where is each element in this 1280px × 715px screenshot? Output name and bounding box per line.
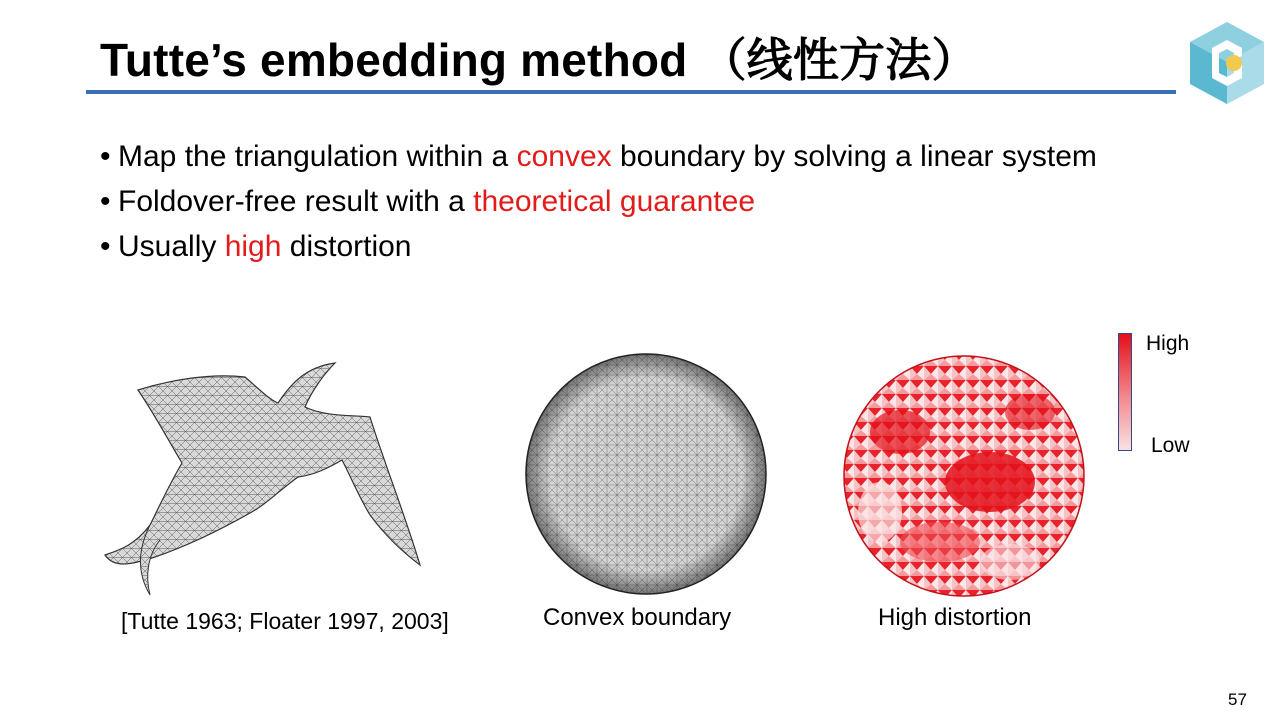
high-distortion-disk-figure <box>840 352 1088 600</box>
convex-boundary-disk-figure <box>522 350 770 598</box>
colorbar-low-label: Low <box>1151 434 1190 457</box>
bullet-text: Usually <box>118 230 225 263</box>
colorbar-high-label: High <box>1146 332 1190 355</box>
bullet-text: distortion <box>281 230 412 263</box>
slide-title: Tutte’s embedding method （线性方法） <box>100 34 978 86</box>
bullet-highlight: high <box>224 230 282 263</box>
high-distortion-caption: High distortion <box>878 604 1032 631</box>
bullet-text: Map the triangulation within a <box>118 140 517 173</box>
bird-mesh-figure <box>100 355 430 605</box>
bullet-dot: • <box>100 230 111 263</box>
bullet-item <box>100 224 1097 269</box>
bullet-text: Foldover-free result with a <box>118 185 474 218</box>
page-number: 57 <box>1228 690 1247 709</box>
bullet-item <box>100 134 1097 179</box>
bullet-dot: • <box>100 185 111 218</box>
distortion-colorbar <box>1118 333 1132 451</box>
bullet-item <box>100 179 1097 224</box>
reference-caption: [Tutte 1963; Floater 1997, 2003] <box>121 608 449 634</box>
convex-boundary-caption: Convex boundary <box>543 604 732 631</box>
bullet-highlight: theoretical guarantee <box>473 185 756 218</box>
bullet-dot: • <box>100 140 111 173</box>
hexagon-cube-logo-icon <box>1188 20 1266 106</box>
title-underline <box>86 90 1176 94</box>
bullet-highlight: convex <box>516 140 612 173</box>
bullet-text: boundary by solving a linear system <box>611 140 1097 173</box>
bullet-list <box>100 134 1097 269</box>
